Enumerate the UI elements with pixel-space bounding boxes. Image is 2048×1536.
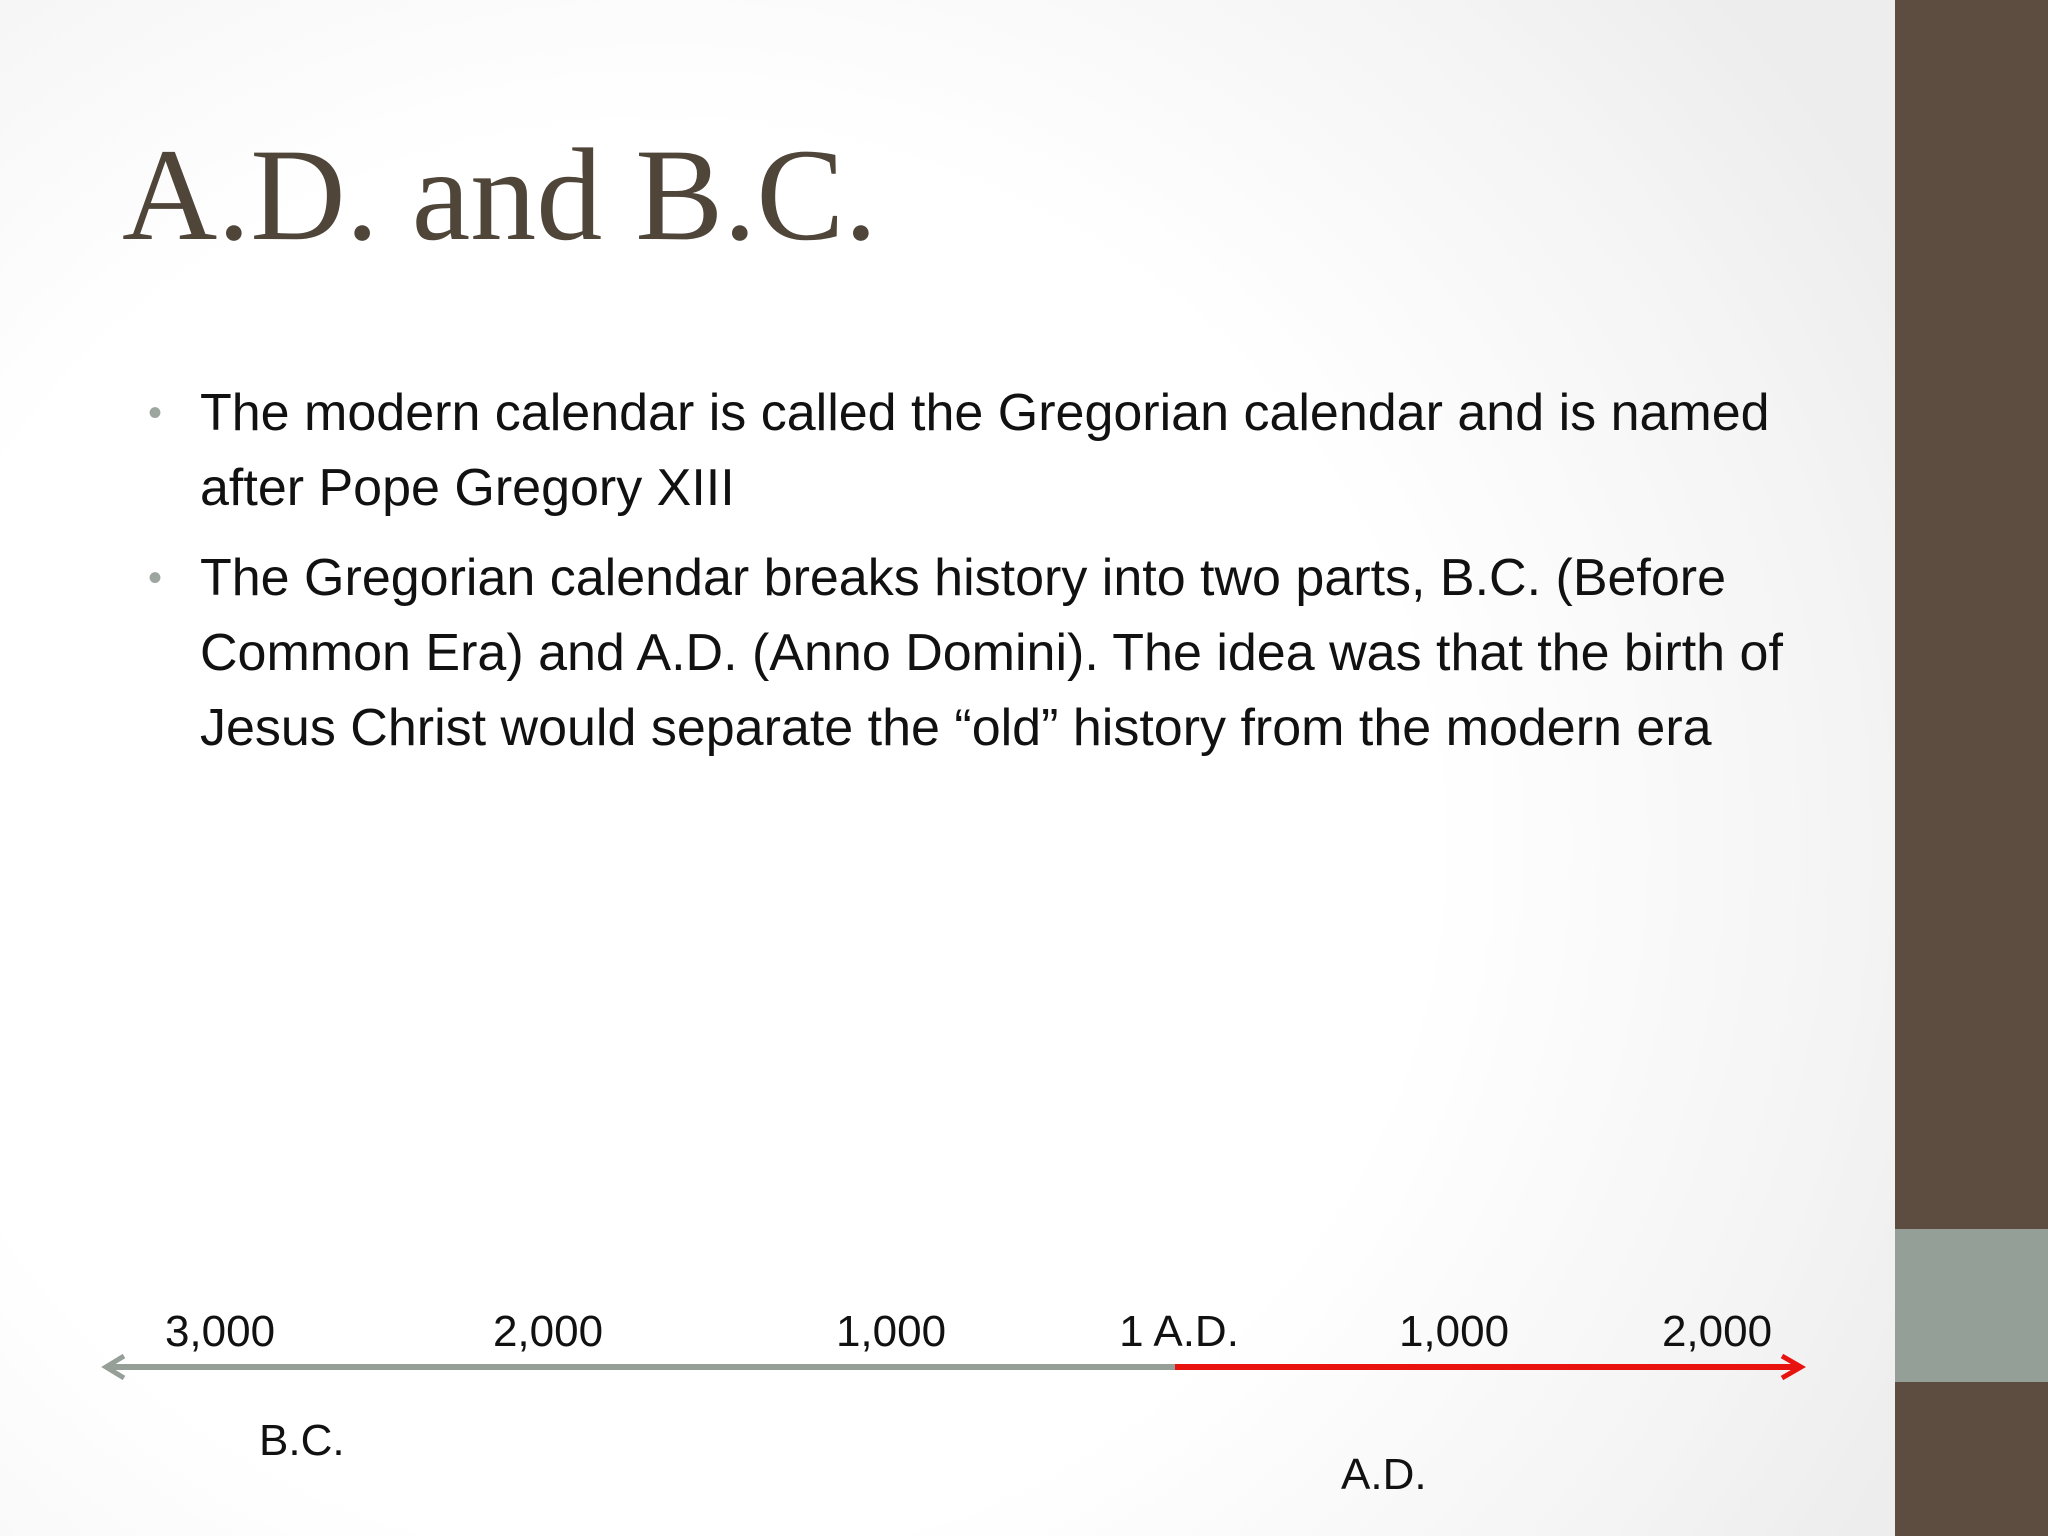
bullet-text: The Gregorian calendar breaks history into two parts, B.C. (Before Common Era) and A.D. (Anno Domini). The idea was that the birth of Jesus Christ would separate the “old” history from the modern era (200, 549, 1783, 757)
bullet-dot-icon: • (148, 391, 163, 435)
bullet-item (148, 376, 1788, 526)
timeline-tick-label: 2,000 (1661, 1307, 1773, 1356)
bullet-item (148, 541, 1788, 766)
timeline-tick-label: 1,000 (835, 1307, 947, 1356)
timeline-tick-label: 2,000 (492, 1307, 604, 1356)
timeline-tick-label: 1 A.D. (1119, 1307, 1239, 1356)
bullet-list (148, 376, 1788, 781)
bullet-text: The modern calendar is called the Gregorian calendar and is named after Pope Gregory XIII (200, 384, 1770, 517)
timeline-tick-label: 3,000 (164, 1307, 276, 1356)
side-decoration-accent (1895, 1229, 2048, 1382)
timeline-bc-label: B.C. (259, 1416, 345, 1465)
slide-title: A.D. and B.C. (122, 121, 878, 268)
bullet-dot-icon: • (148, 556, 163, 600)
timeline-ad-label: A.D. (1341, 1450, 1427, 1499)
timeline-tick-label: 1,000 (1398, 1307, 1510, 1356)
